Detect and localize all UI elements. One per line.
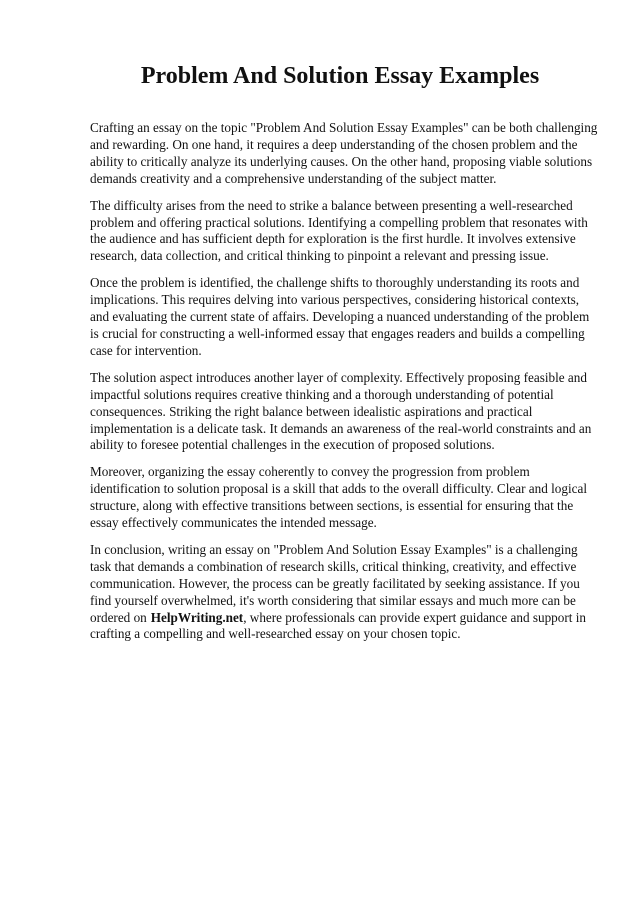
essay-body: [90, 120, 600, 653]
page-title: Problem And Solution Essay Examples: [140, 63, 540, 89]
paragraph-3: Once the problem is identified, the challenge shifts to thoroughly understanding its roots and implications. This requires delving into various perspectives, considering historical contexts, and evaluating the current state of affairs. Developing a nuanced understanding of the problem is crucial for constructing a well-informed essay that engages readers and builds a compelling case for intervention.: [90, 275, 590, 358]
paragraph-4: The solution aspect introduces another layer of complexity. Effectively proposing feasible and impactful solutions requires creative thinking and a thorough understanding of potential consequences. Striking the right balance between idealistic aspirations and practical implementation is a delicate task. It demands an awareness of the real-world constraints and an ability to foresee potential challenges in the execution of proposed solutions.: [90, 369, 592, 453]
paragraph-1: Crafting an essay on the topic "Problem And Solution Essay Examples" can be both challenging and rewarding. On one hand, it requires a deep understanding of the chosen problem and the ability to critically analyze its underlying causes. On the other hand, proposing viable solutions demands creativity and a comprehensive understanding of the subject matter.: [90, 120, 598, 186]
paragraph-2: The difficulty arises from the need to strike a balance between presenting a well-researched problem and offering practical solutions. Identifying a compelling problem that resonates with the audience and has sufficient depth for exploration is the first hurdle. It involves extensive research, data collection, and critical thinking to pinpoint a relevant and pressing issue.: [90, 197, 588, 264]
conclusion-paragraph: [90, 542, 600, 643]
paragraph-5: Moreover, organizing the essay coherently to convey the progression from problem identification to solution proposal is a skill that adds to the overall difficulty. Clear and logical structure, along with effective transitions between sections, is essential for ensuring that the essay effectively communicates the intended message.: [90, 464, 587, 531]
conclusion-text-end: , where professionals can provide expert guidance and support in crafting a compelling and well-researched essay on your chosen topic.: [90, 609, 586, 642]
conclusion-text: In conclusion, writing an essay on "Problem And Solution Essay Examples" is a challenging task that demands a combination of research skills, critical thinking, creativity, and effective communication. However, the process can be greatly facilitated by seeking assistance. If you find yourself overwhelmed, it's worth considering that similar essays and much more can be ordered on: [90, 541, 580, 625]
helpwriting-link[interactable]: HelpWriting.net: [150, 609, 244, 625]
